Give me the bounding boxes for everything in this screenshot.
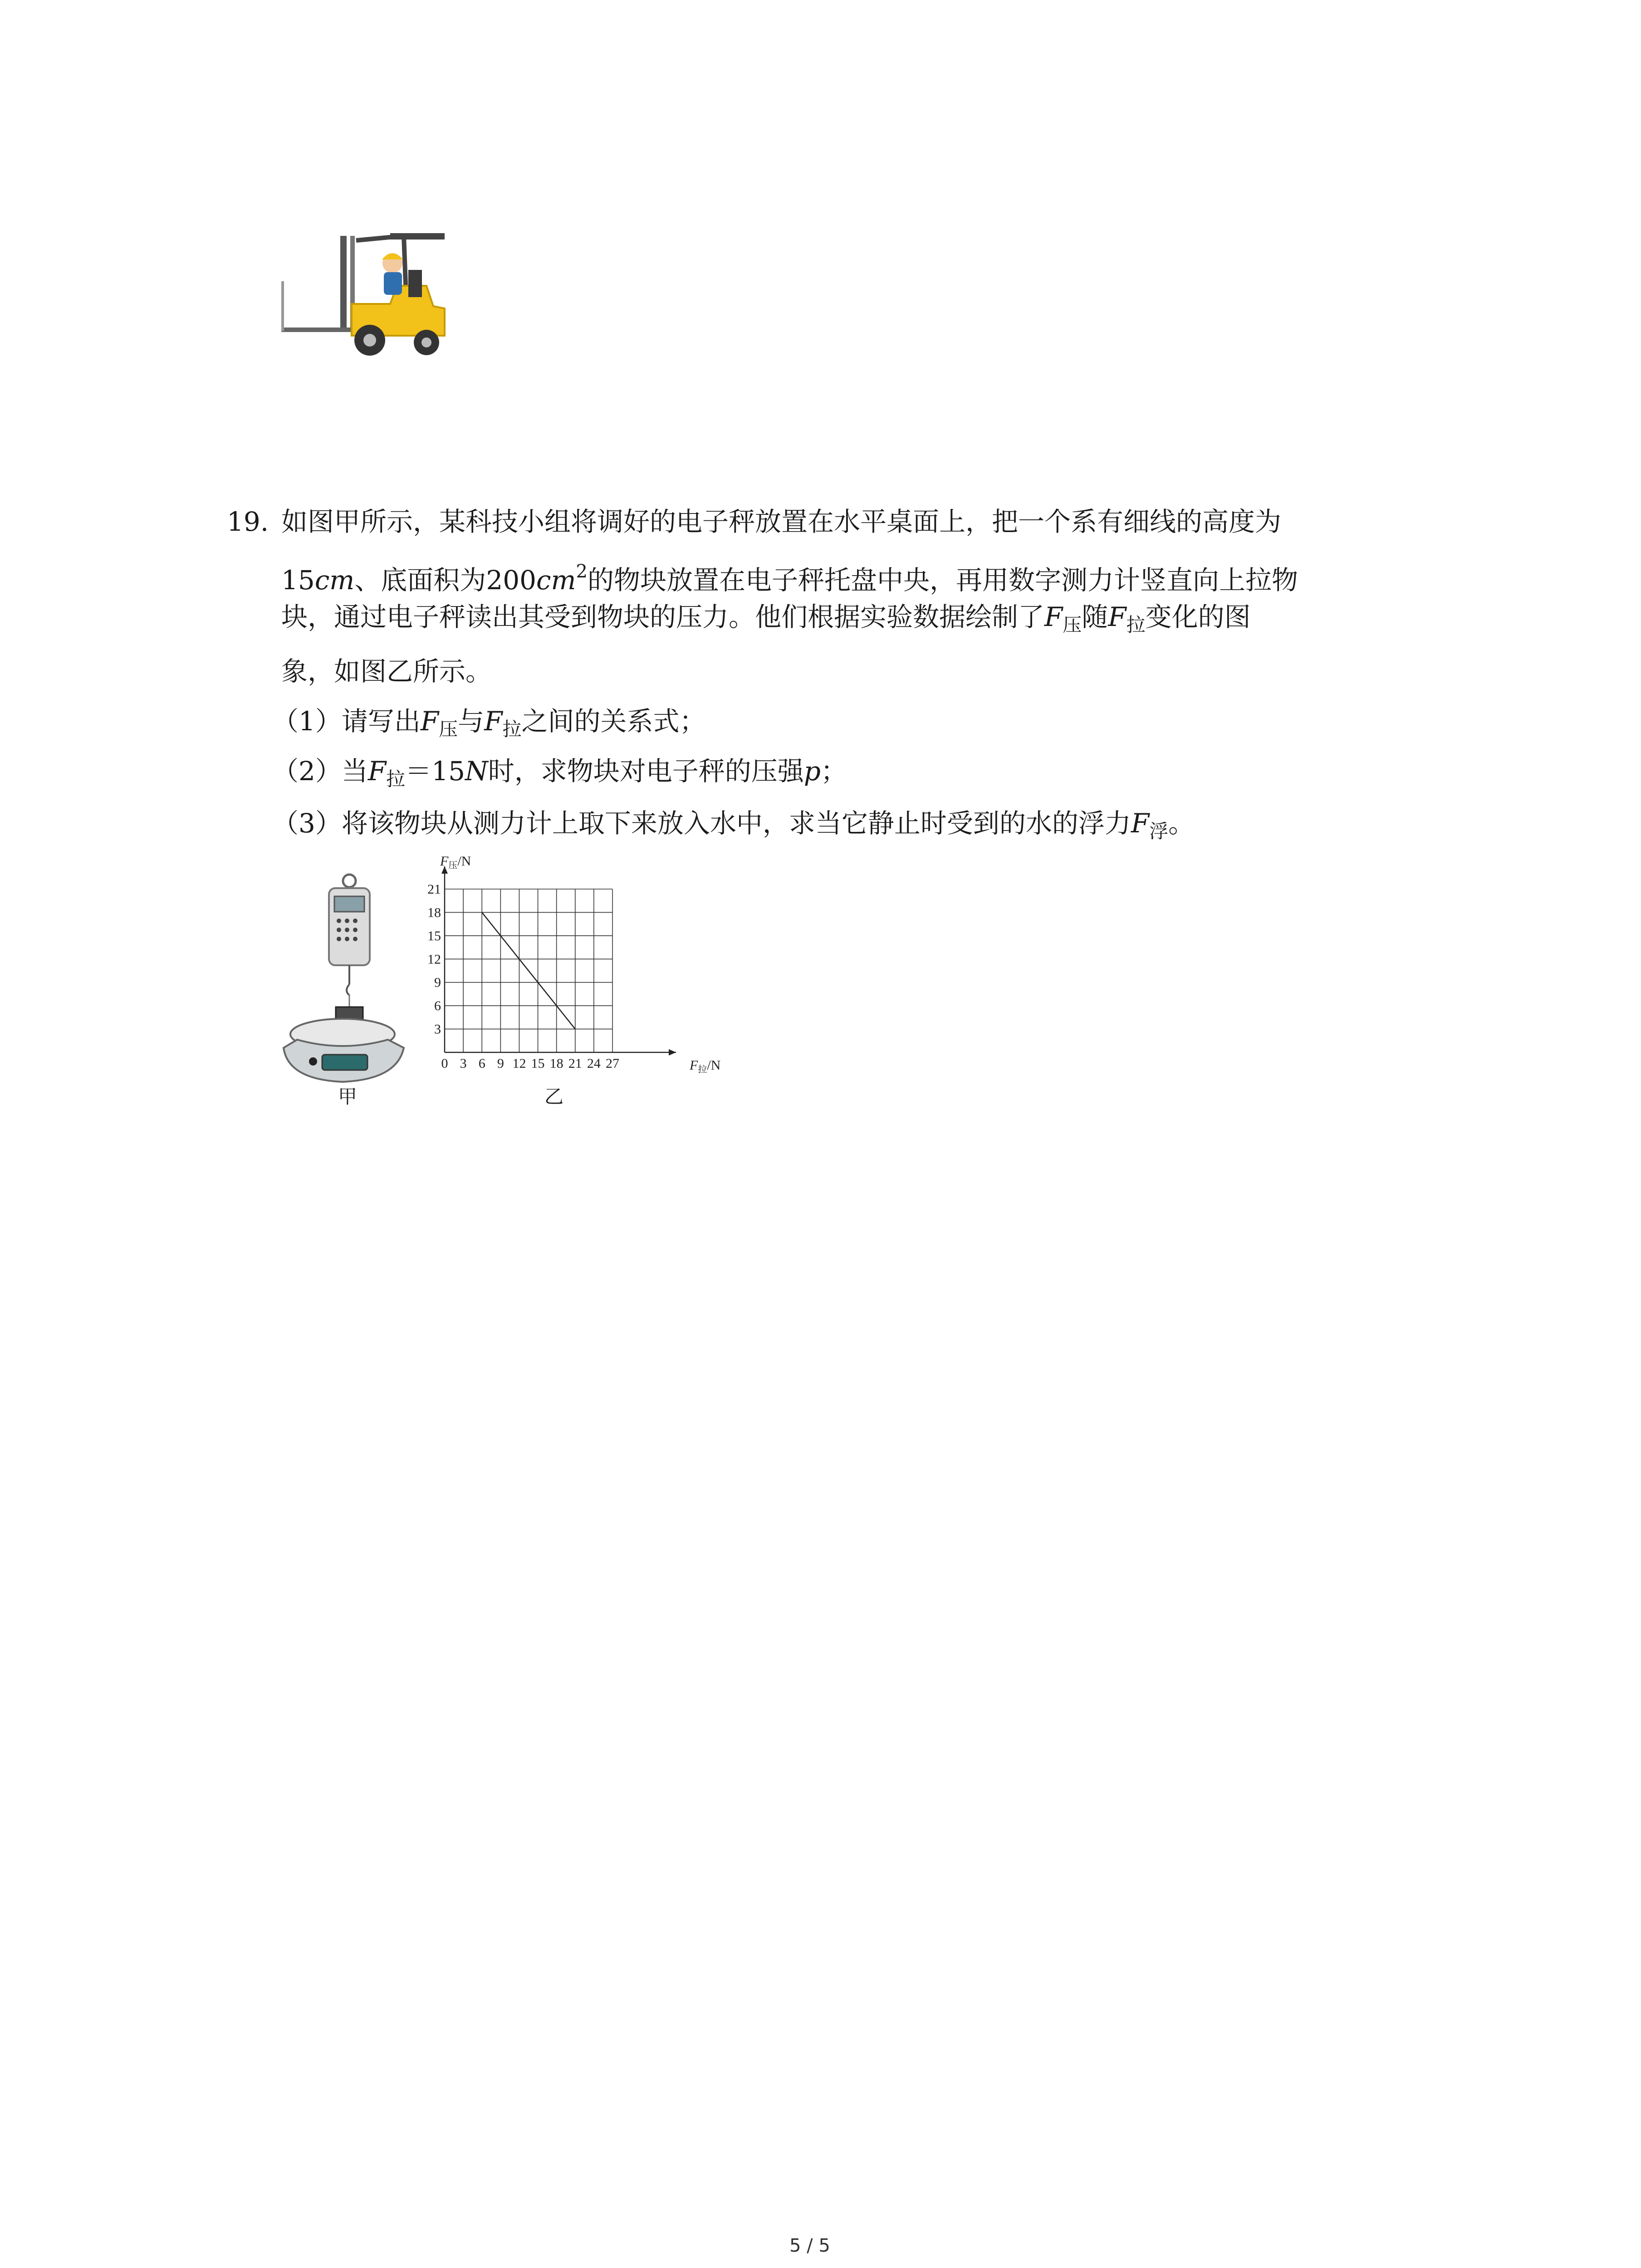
sub-question-text: （2）当 <box>272 756 368 787</box>
y-tick-label: 12 <box>427 952 441 967</box>
question-text: 象，如图乙所示。 <box>281 656 492 687</box>
question-number: 19. <box>227 506 269 537</box>
sub-question-text: （3）将该物块从测力计上取下来放入水中，求当它静止时受到的水的浮力 <box>272 808 1131 839</box>
question-text: 如图甲所示，某科技小组将调好的电子秤放置在水平桌面上，把一个系有细线的高度为 <box>281 506 1282 537</box>
x-tick-label: 0 <box>441 1056 448 1071</box>
y-tick-label: 6 <box>434 998 441 1014</box>
x-tick-label: 9 <box>497 1056 504 1071</box>
y-tick-label: 21 <box>427 882 441 897</box>
x-tick-label: 18 <box>549 1056 563 1071</box>
area-unit: cm <box>536 565 576 596</box>
height-value: 15 <box>281 565 315 596</box>
force-symbol: F <box>1108 601 1127 632</box>
question-line-2 <box>281 553 1298 598</box>
x-axis-label: $F_拉/N$ <box>690 1058 721 1075</box>
y-tick-label: 9 <box>434 975 441 990</box>
force-subscript: 压 <box>439 718 458 740</box>
page-number: 5 / 5 <box>789 2235 830 2256</box>
force-chart <box>422 853 740 1089</box>
sub-question-text: 时，求物块对电子秤的压强 <box>488 756 804 787</box>
x-tick-label: 27 <box>606 1056 619 1071</box>
area-unit-exponent: 2 <box>576 561 588 582</box>
force-symbol: F <box>420 706 439 737</box>
sub-question-text: ； <box>820 756 847 787</box>
force-subscript: 拉 <box>502 718 522 740</box>
figure-a-caption: 甲 <box>338 1085 358 1108</box>
x-tick-label: 15 <box>531 1056 545 1071</box>
x-tick-label: 24 <box>587 1056 601 1071</box>
x-tick-label: 6 <box>478 1056 485 1071</box>
x-tick-label: 12 <box>512 1056 526 1071</box>
sub-question-2 <box>272 753 847 797</box>
sub-question-text: 。 <box>1168 808 1195 839</box>
force-symbol: F <box>484 706 503 737</box>
y-tick-label: 18 <box>427 905 441 920</box>
force-value: ＝15 <box>405 756 465 787</box>
sub-question-1 <box>272 703 705 748</box>
force-symbol: F <box>1044 601 1063 632</box>
series-line <box>482 912 575 1029</box>
force-subscript: 拉 <box>386 768 406 790</box>
y-tick-label: 15 <box>427 928 441 943</box>
force-subscript: 浮 <box>1149 820 1169 842</box>
question-line-3 <box>281 599 1251 643</box>
figure-scale-apparatus <box>279 871 415 1116</box>
figure-b-caption: 乙 <box>544 1085 564 1108</box>
area-value: 200 <box>486 565 537 596</box>
force-unit: N <box>465 756 488 787</box>
sub-question-text: 之间的关系式； <box>521 706 706 737</box>
pressure-symbol: p <box>803 756 821 787</box>
question-line-1 <box>281 503 1281 540</box>
question-line-4 <box>281 653 492 689</box>
question-text: 随 <box>1082 601 1108 632</box>
x-tick-label: 3 <box>460 1056 467 1071</box>
question-text: 的物块放置在电子秤托盘中央，再用数字测力计竖直向上拉物 <box>587 565 1298 596</box>
chart-series <box>482 912 575 1029</box>
question-text: 、底面积为 <box>354 565 486 596</box>
x-axis-arrow <box>669 1049 676 1056</box>
y-axis-label: $F_压/N$ <box>440 854 471 870</box>
force-symbol: F <box>1131 808 1150 839</box>
height-unit: cm <box>314 565 355 596</box>
forklift-illustration <box>277 227 467 363</box>
force-symbol: F <box>367 756 387 787</box>
x-tick-label: 21 <box>568 1056 582 1071</box>
question-text: 变化的图 <box>1145 601 1251 632</box>
question-text: 块，通过电子秤读出其受到物块的压力。他们根据实验数据绘制了 <box>281 601 1045 632</box>
sub-question-3 <box>272 805 1195 850</box>
sub-question-text: 与 <box>458 706 485 737</box>
sub-question-text: （1）请写出 <box>272 706 421 737</box>
y-tick-label: 3 <box>434 1022 441 1037</box>
chart-ticks <box>427 882 619 1071</box>
force-subscript: 拉 <box>1126 614 1146 636</box>
force-subscript: 压 <box>1063 614 1082 636</box>
chart-axes <box>441 866 676 1056</box>
